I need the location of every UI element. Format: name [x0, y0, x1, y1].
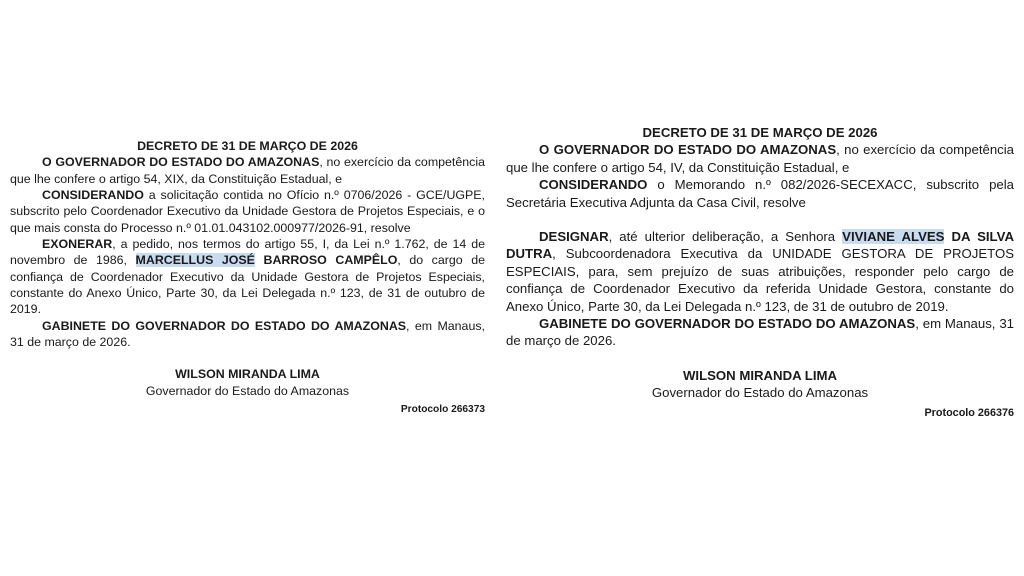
action-bold: DESIGNAR: [539, 229, 609, 245]
highlighted-name: MARCELLUS JOSÉ: [135, 253, 255, 268]
considering-bold: CONSIDERANDO: [42, 188, 144, 203]
decree-preamble: [10, 154, 485, 187]
closing-text: , em Manaus, 31 de março de 2026.: [10, 318, 485, 350]
considering-text: o Memorando n.º 082/2026-SECEXACC, subscrito pela Secretária Executiva Adjunta da Casa Civil, resolve: [506, 177, 1014, 210]
action-text: , até ulterior deliberação, a Senhora: [608, 229, 843, 245]
closing-bold: GABINETE DO GOVERNADOR DO ESTADO DO AMAZONAS: [539, 316, 916, 332]
considering-text: a solicitação contida no Ofício n.º 0706/2026 - GCE/UGPE, subscrito pelo Coordenador Executivo da Unidade Gestora de Projetos Especiais, e o que mais consta do Processo n.º 01.01.043102.000977/2026-91, resolve: [10, 188, 485, 235]
decree-closing: [506, 315, 1014, 350]
closing-bold: GABINETE DO GOVERNADOR DO ESTADO DO AMAZONAS: [42, 318, 407, 333]
signatory-name: WILSON MIRANDA LIMA: [175, 367, 320, 382]
decree-closing: [10, 318, 485, 351]
preamble-text: , no exercício da competência que lhe confere o artigo 54, IV, da Constituição Estadual, e: [506, 142, 1015, 175]
name-rest: DA SILVA DUTRA: [506, 229, 1014, 262]
decree-title: DECRETO DE 31 DE MARÇO DE 2026: [137, 139, 358, 153]
signatory-role: Governador do Estado do Amazonas: [651, 385, 869, 401]
signatory-role: Governador do Estado do Amazonas: [145, 383, 350, 398]
action-text-2: , Subcoordenadora Executiva da UNIDADE GESTORA DE PROJETOS ESPECIAIS, para, sem prejuízo de suas atribuições, responder pelo cargo de confiança de Coordenador Executivo da referida Unidade Gestora, constante do Anexo Único, Parte 30, da Lei Delegada n.º 123, de 31 de outubro de 2019.: [506, 246, 1014, 314]
decree-right: [506, 124, 1014, 422]
decree-action: [10, 236, 485, 318]
authority-bold: O GOVERNADOR DO ESTADO DO AMAZONAS: [42, 155, 320, 170]
closing-text: , em Manaus, 31 de março de 2026.: [506, 316, 1014, 349]
preamble-text: , no exercício da competência que lhe confere o artigo 54, XIX, da Constituição Estadual, e: [10, 155, 485, 186]
decree-considering: [10, 187, 485, 236]
protocol-number: Protocolo 266373: [400, 404, 485, 416]
considering-bold: CONSIDERANDO: [539, 177, 648, 193]
protocol-number: Protocolo 266376: [924, 406, 1014, 419]
decree-considering: [506, 176, 1014, 211]
decree-preamble: [506, 141, 1014, 176]
decree-left: [10, 138, 485, 419]
action-text: , a pedido, nos termos do artigo 55, I, da Lei n.º 1.762, de 14 de novembro de 1986,: [10, 237, 485, 268]
decree-action: [506, 228, 1014, 315]
name-rest: BARROSO CAMPÊLO: [254, 253, 398, 268]
highlighted-name: VIVIANE ALVES: [842, 229, 945, 245]
signatory-name: WILSON MIRANDA LIMA: [682, 367, 838, 383]
action-text-2: , do cargo de confiança de Coordenador Executivo da Unidade Gestora de Projetos Especiais, constante do Anexo Único, Parte 30, da Lei Delegada n.º 123, de 31 de outubro de 2019.: [10, 253, 485, 317]
authority-bold: O GOVERNADOR DO ESTADO DO AMAZONAS: [539, 142, 837, 158]
decree-title: DECRETO DE 31 DE MARÇO DE 2026: [642, 125, 878, 140]
action-bold: EXONERAR: [42, 237, 113, 252]
